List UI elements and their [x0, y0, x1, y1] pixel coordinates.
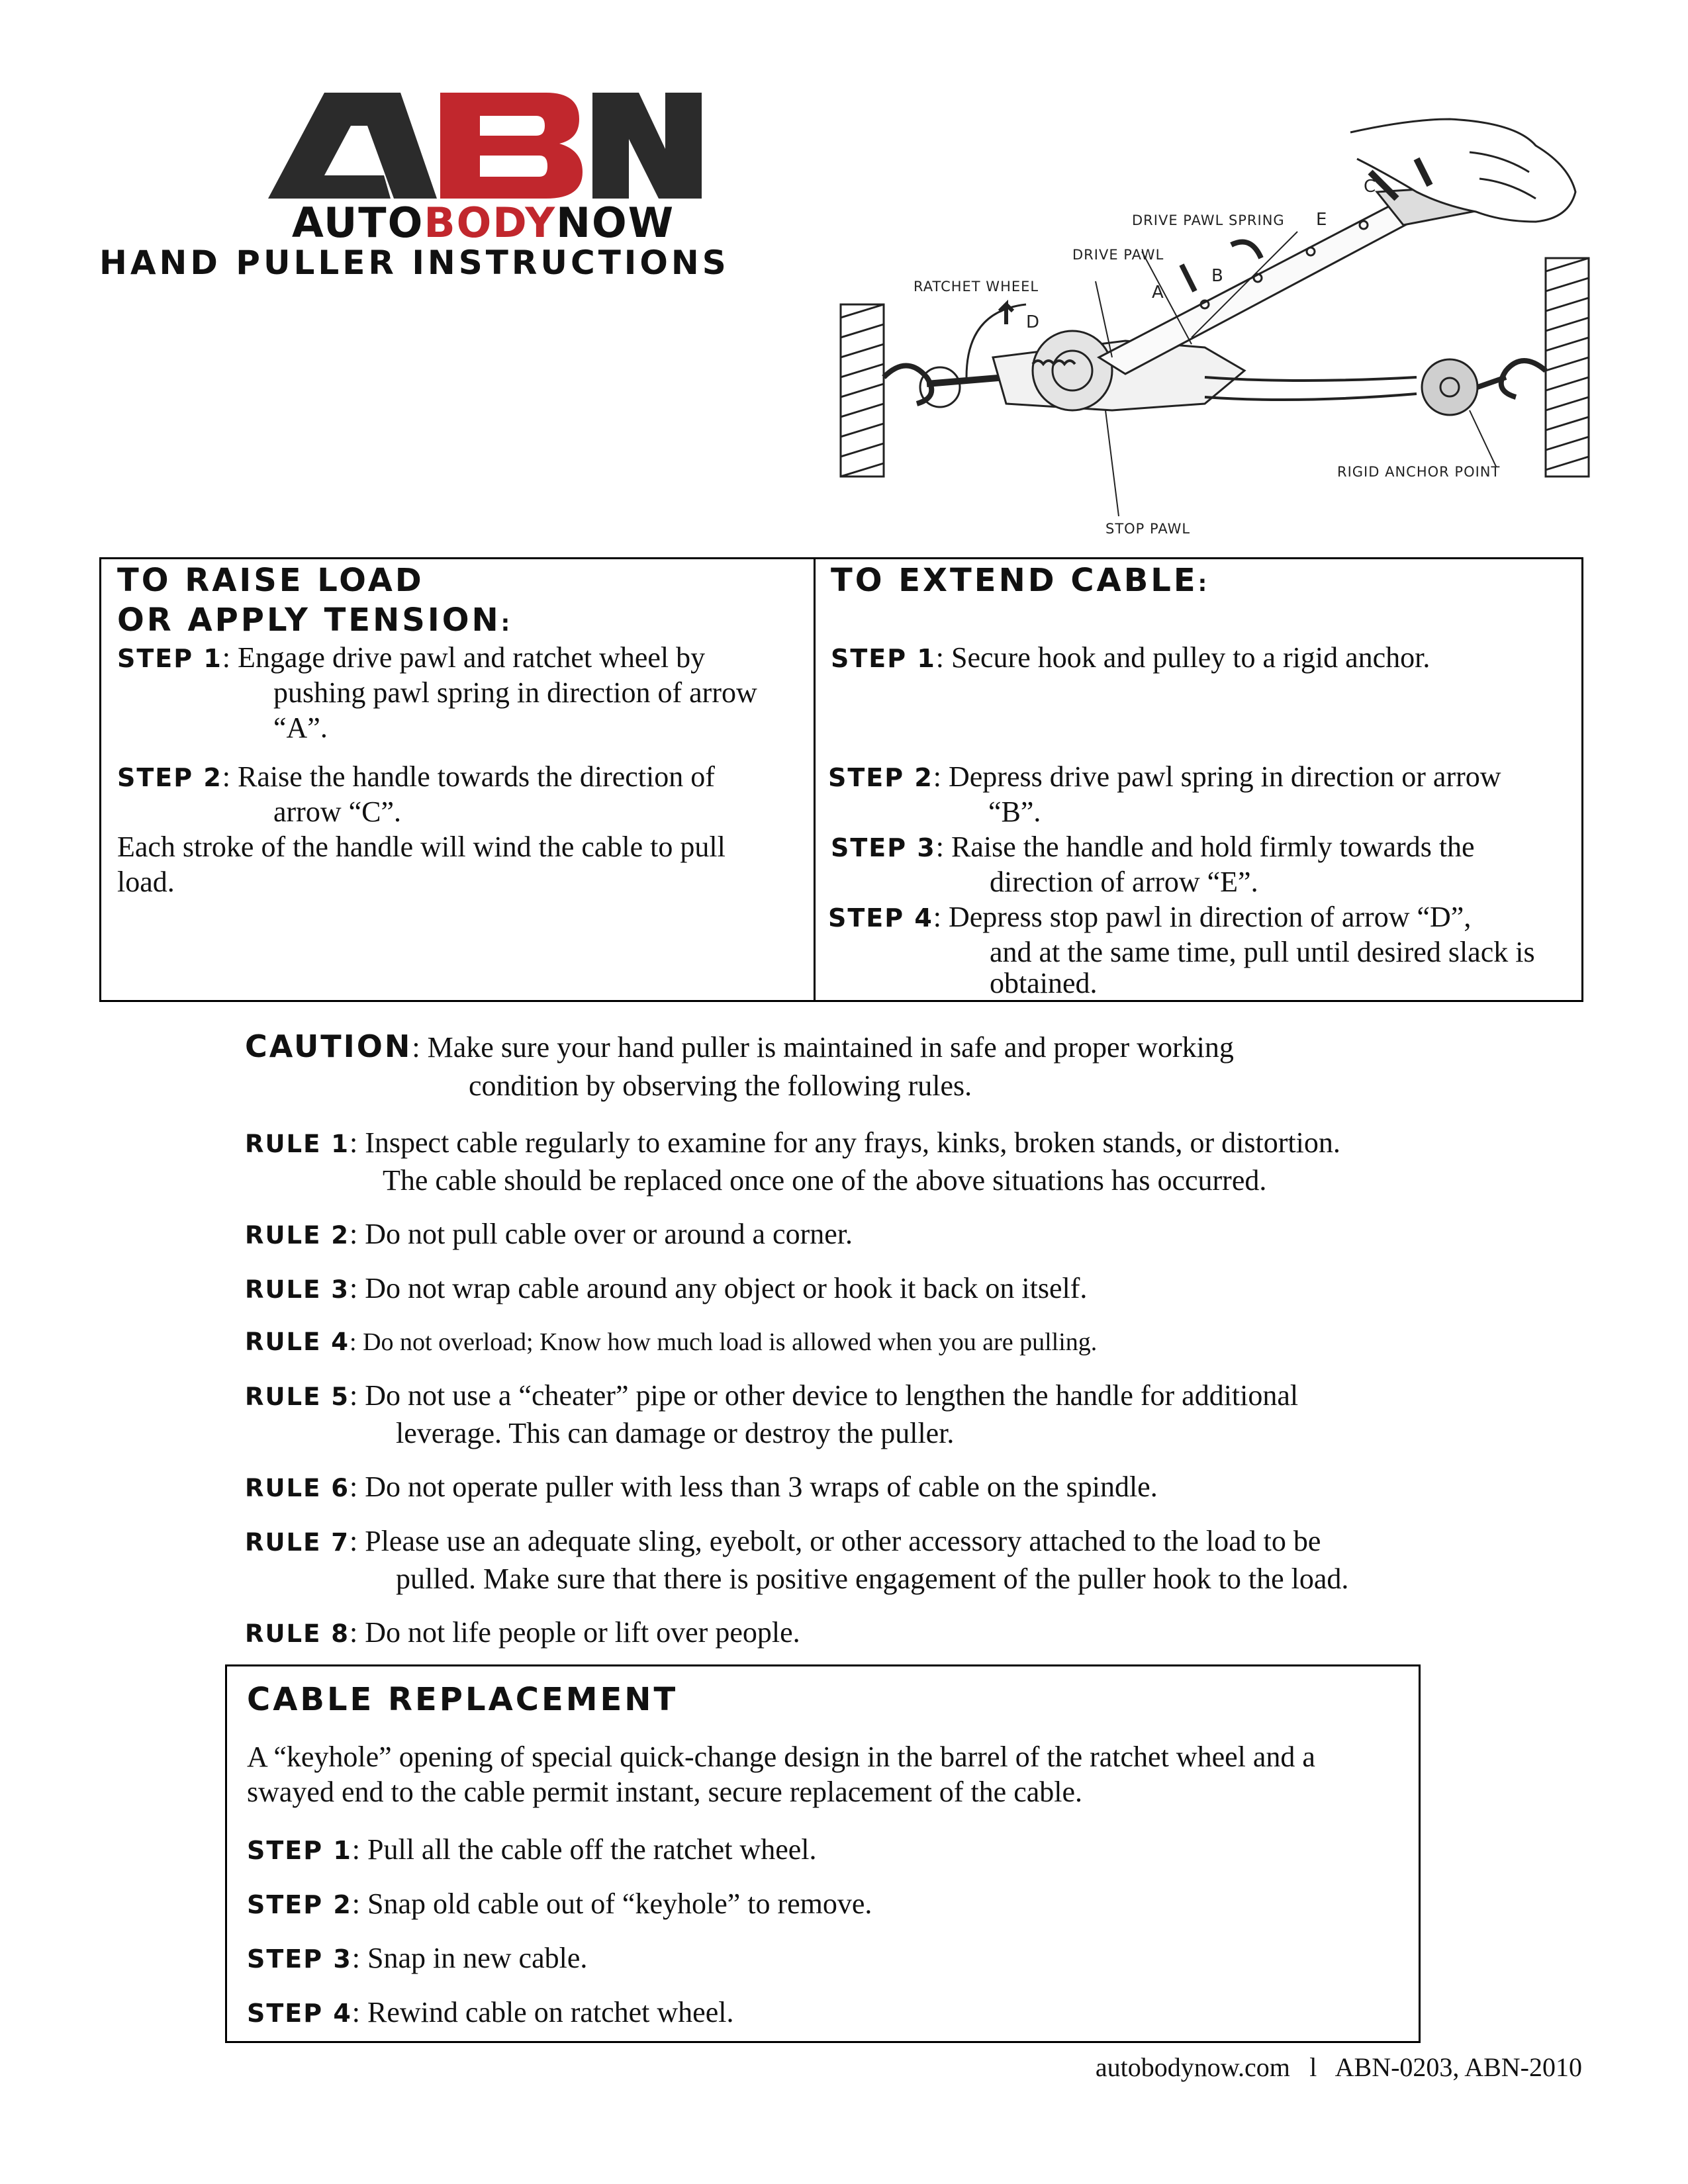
rule-7	[245, 1524, 1476, 1560]
rule-5-text: : Do not use a “cheater” pipe or other device to lengthen the handle for additional	[350, 1379, 1299, 1412]
rule-8-text: : Do not life people or lift over people.	[350, 1616, 800, 1649]
caution-cont: condition by observing the following rules.	[469, 1069, 972, 1102]
extend-title	[831, 561, 1209, 604]
rule-2	[245, 1216, 1476, 1253]
footer-site: autobodynow.com	[1095, 2052, 1290, 2082]
replacement-title: CABLE REPLACEMENT	[247, 1681, 679, 1718]
label-e: E	[1316, 210, 1328, 230]
rule-5	[245, 1378, 1476, 1414]
raise-step-2-text: : Raise the handle towards the direction of	[222, 760, 715, 793]
raise-step-1-cont2: “A”.	[273, 711, 328, 744]
replacement-step-3-label: STEP 3	[247, 1944, 352, 1974]
instruction-table	[99, 557, 1583, 1002]
rule-6-text: : Do not operate puller with less than 3 wraps of cable on the spindle.	[350, 1471, 1158, 1503]
replacement-step-4-text: : Rewind cable on ratchet wheel.	[352, 1996, 734, 2028]
page-footer	[1033, 2052, 1582, 2083]
label-rigid-anchor-point: RIGID ANCHOR POINT	[1337, 464, 1501, 480]
rule-7-text: : Please use an adequate sling, eyebolt, or other accessory attached to the load to be	[350, 1525, 1321, 1557]
extend-title-colon: :	[1197, 570, 1210, 597]
raise-step-1	[117, 640, 806, 676]
rule-1-text: : Inspect cable regularly to examine for any frays, kinks, broken stands, or distortion.	[350, 1126, 1340, 1159]
replacement-step-2	[247, 1886, 1385, 1923]
page-title: HAND PULLER INSTRUCTIONS	[99, 244, 729, 282]
label-ratchet-wheel: RATCHET WHEEL	[914, 279, 1039, 295]
extend-step-1-text: : Secure hook and pulley to a rigid anchor.	[935, 641, 1430, 674]
replacement-intro: A “keyhole” opening of special quick-change design in the barrel of the ratchet wheel and a swayed end to the cable permit instant, secure replacement of the cable.	[247, 1741, 1315, 1808]
rule-7-cont: pulled. Make sure that there is positive engagement of the puller hook to the load.	[396, 1563, 1349, 1595]
raise-title-line1: TO RAISE LOAD	[117, 562, 424, 599]
caution-text: : Make sure your hand puller is maintained in safe and proper working	[412, 1031, 1234, 1064]
extend-step-2-label: STEP 2	[828, 763, 933, 792]
hand-puller-diagram	[834, 93, 1595, 556]
caution-label: CAUTION	[245, 1028, 412, 1064]
brand-name	[271, 199, 695, 247]
extend-step-3-text: : Raise the handle and hold firmly towards the	[935, 831, 1475, 863]
extend-step-4-text: : Depress stop pawl in direction of arrow “D”,	[933, 901, 1472, 933]
rule-1-cont: The cable should be replaced once one of the above situations has occurred.	[383, 1164, 1267, 1197]
label-drive-pawl-spring: DRIVE PAWL SPRING	[1132, 212, 1285, 228]
abn-logo-icon	[268, 89, 705, 202]
extend-step-2-cont: “B”.	[988, 796, 1041, 828]
rule-1-label: RULE 1	[245, 1130, 350, 1158]
replacement-step-1	[247, 1832, 1385, 1868]
rule-3-text: : Do not wrap cable around any object or hook it back on itself.	[350, 1272, 1088, 1304]
label-b: B	[1211, 266, 1224, 286]
rule-4	[245, 1326, 1476, 1358]
label-c: C	[1364, 177, 1377, 197]
extend-step-3	[831, 829, 1572, 866]
brand-now: NOW	[556, 199, 675, 247]
brand-body: BODY	[424, 199, 557, 247]
rule-4-text: : Do not overload; Know how much load is allowed when you are pulling.	[350, 1328, 1098, 1356]
raise-step-1-text: : Engage drive pawl and ratchet wheel by	[222, 641, 706, 674]
extend-step-4	[828, 899, 1576, 936]
caution-block	[245, 1029, 1436, 1065]
label-d: D	[1026, 312, 1041, 332]
label-stop-pawl: STOP PAWL	[1105, 521, 1191, 537]
extend-step-4-cont1: and at the same time, pull until desired slack is	[990, 936, 1535, 968]
raise-title-line2	[117, 600, 512, 643]
extend-step-2	[828, 759, 1576, 796]
brand-auto: AUTO	[291, 199, 424, 247]
extend-step-4-label: STEP 4	[828, 903, 933, 933]
raise-step-2-cont: arrow “C”.	[273, 796, 402, 828]
extend-title-text: TO EXTEND CABLE	[831, 562, 1198, 599]
label-a: A	[1152, 283, 1164, 302]
raise-step-1-cont1: pushing pawl spring in direction of arrow	[273, 676, 757, 709]
raise-step-2-label: STEP 2	[117, 763, 222, 792]
extend-step-4-cont2: obtained.	[990, 967, 1098, 999]
replacement-step-3-text: : Snap in new cable.	[352, 1942, 588, 1974]
rule-6	[245, 1469, 1476, 1506]
extend-step-3-cont: direction of arrow “E”.	[990, 866, 1258, 898]
rule-1	[245, 1125, 1476, 1161]
rule-8	[245, 1615, 1476, 1651]
rule-4-label: RULE 4	[245, 1328, 350, 1356]
rule-7-label: RULE 7	[245, 1528, 350, 1557]
raise-step-1-label: STEP 1	[117, 644, 222, 673]
rule-3-label: RULE 3	[245, 1275, 350, 1304]
cable-replacement-box	[225, 1664, 1421, 2043]
replacement-step-1-label: STEP 1	[247, 1836, 352, 1865]
replacement-step-2-label: STEP 2	[247, 1890, 352, 1919]
replacement-step-1-text: : Pull all the cable off the ratchet wheel.	[352, 1833, 817, 1866]
rule-5-label: RULE 5	[245, 1383, 350, 1411]
rule-2-text: : Do not pull cable over or around a corner.	[350, 1218, 853, 1250]
footer-models: ABN-0203, ABN-2010	[1335, 2052, 1582, 2082]
replacement-step-2-text: : Snap old cable out of “keyhole” to remove.	[352, 1888, 872, 1920]
replacement-step-4	[247, 1995, 1385, 2031]
raise-title-colon: :	[500, 610, 513, 637]
rule-8-label: RULE 8	[245, 1619, 350, 1648]
extend-step-1	[831, 640, 1572, 676]
footer-separator: l	[1309, 2052, 1317, 2082]
rule-2-label: RULE 2	[245, 1221, 350, 1250]
rule-3	[245, 1271, 1476, 1307]
label-drive-pawl: DRIVE PAWL	[1072, 247, 1164, 263]
rule-6-label: RULE 6	[245, 1474, 350, 1502]
replacement-step-4-label: STEP 4	[247, 1999, 352, 2028]
raise-title-text: OR APPLY TENSION	[117, 602, 501, 639]
rule-5-cont: leverage. This can damage or destroy the puller.	[396, 1417, 955, 1449]
extend-step-3-label: STEP 3	[831, 833, 936, 862]
raise-note: Each stroke of the handle will wind the cable to pull load.	[117, 831, 726, 898]
table-divider	[814, 559, 816, 1000]
replacement-step-3	[247, 1940, 1385, 1977]
raise-step-2	[117, 759, 806, 796]
extend-step-2-text: : Depress drive pawl spring in direction or arrow	[933, 760, 1501, 793]
extend-step-1-label: STEP 1	[831, 644, 936, 673]
